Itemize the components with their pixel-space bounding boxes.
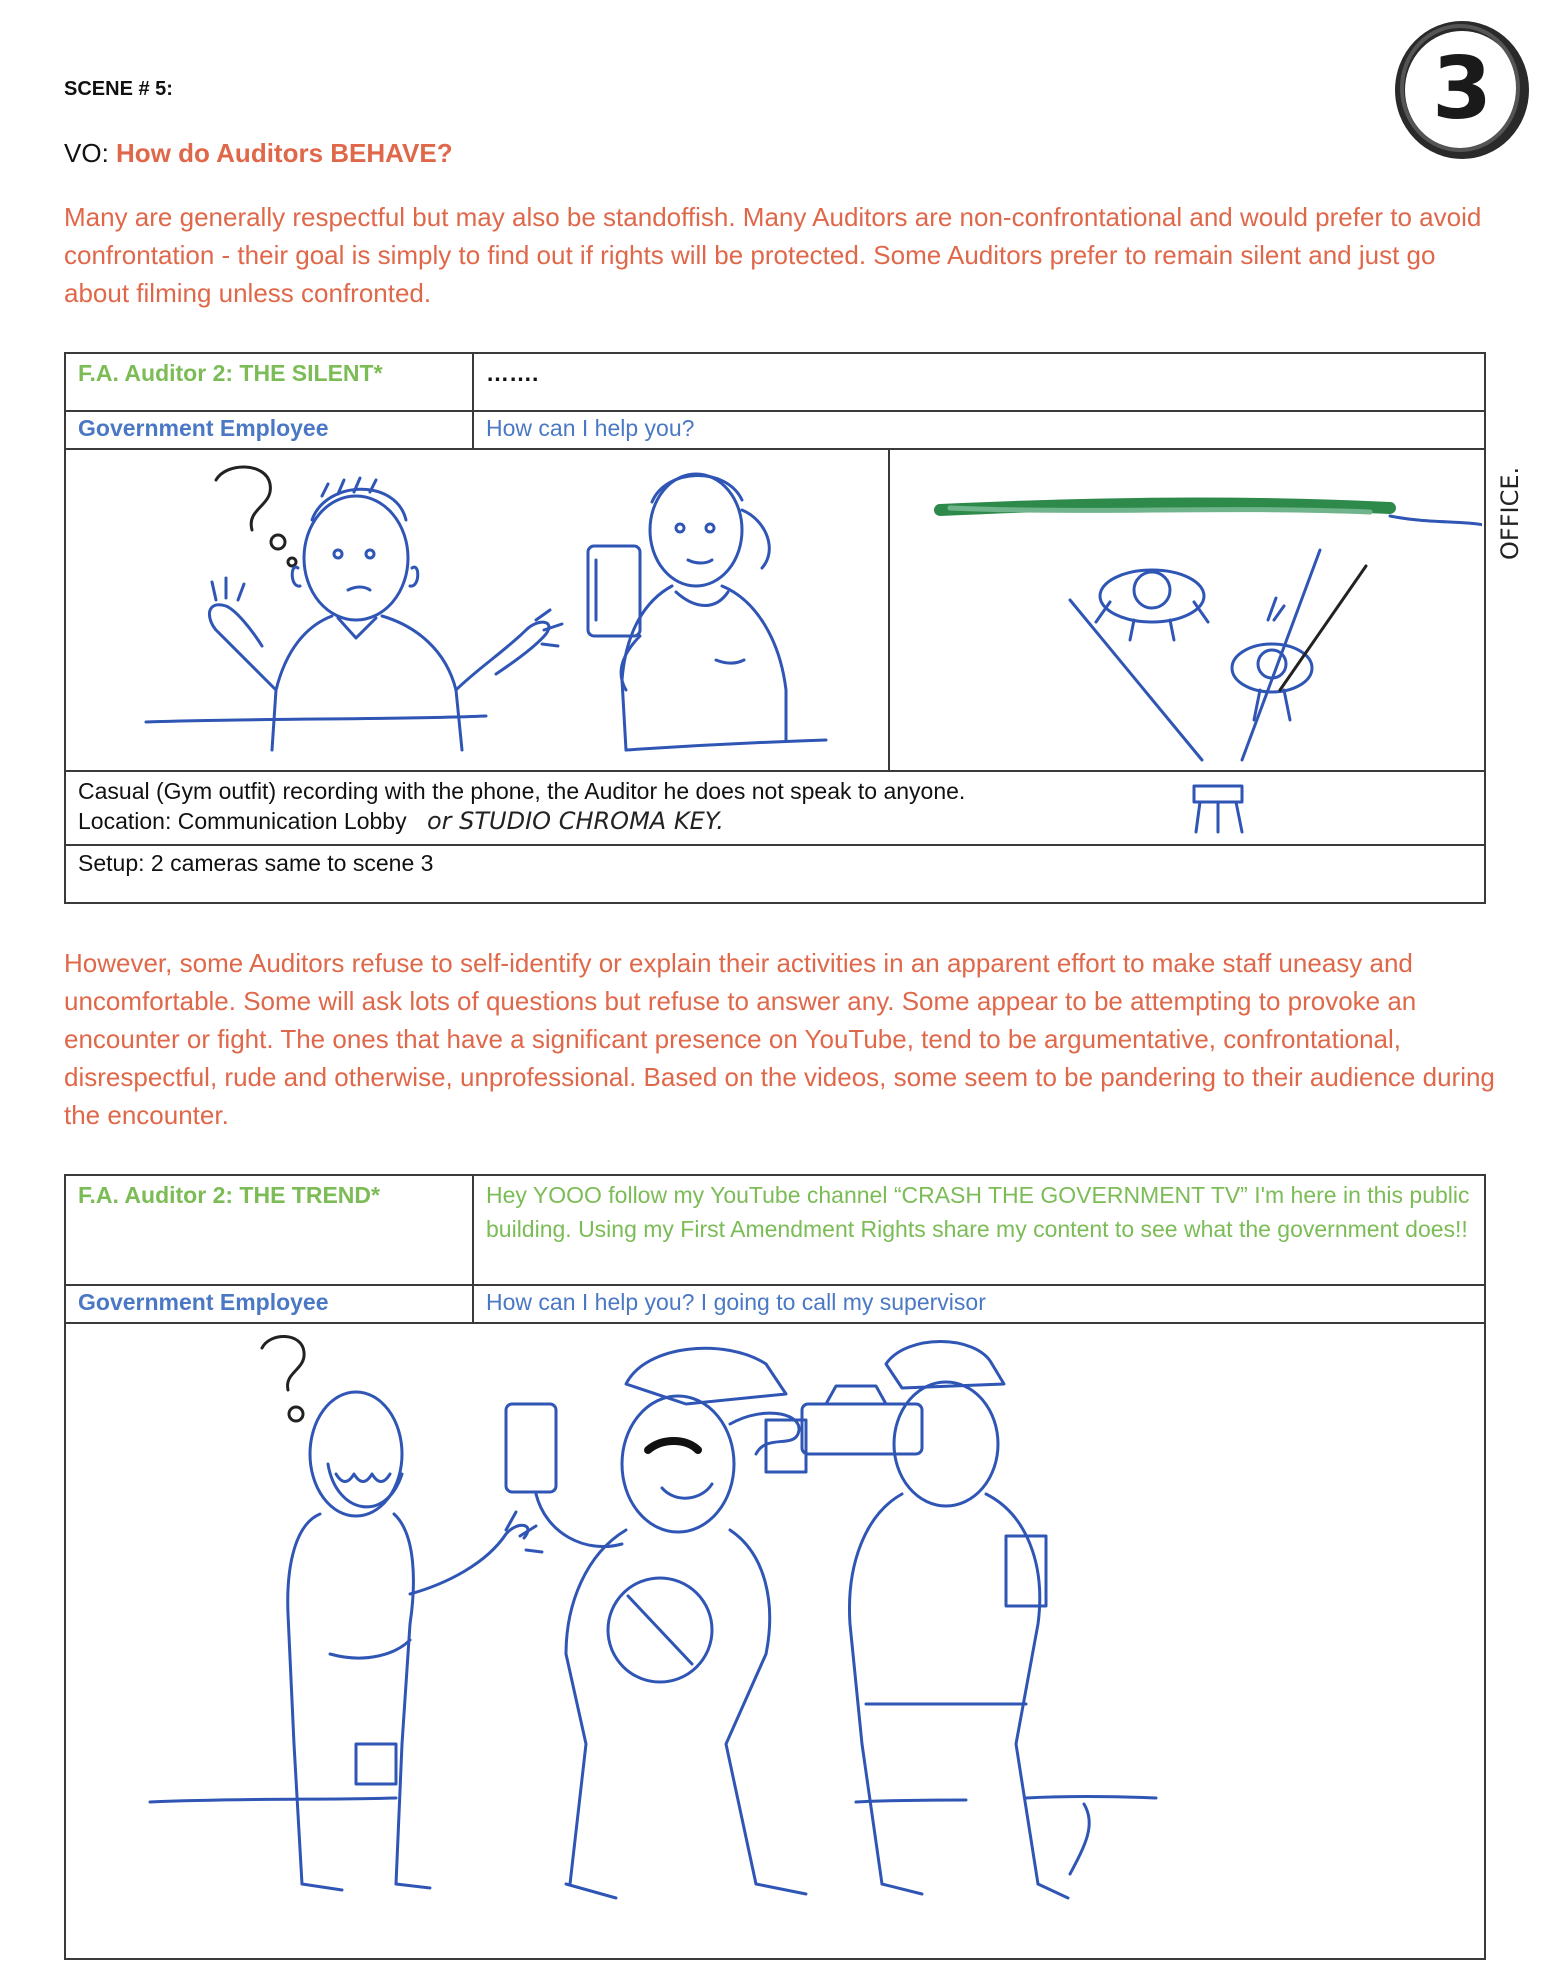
question-mark-icon	[262, 1336, 304, 1421]
narration-paragraph-1: Many are generally respectful but may also be standoffish. Many Auditors are non-confrontational and would prefer to avoid confrontation - their goal is simply to find out if rights will be protected. Some Auditors prefer to remain silent and just go about filming unless confronted.	[64, 202, 1482, 308]
location-handwritten-note: or STUDIO CHROMA KEY.	[426, 807, 724, 835]
storyboard-table-1	[64, 352, 1486, 904]
description-cell	[65, 771, 1485, 845]
question-mark-icon	[216, 467, 296, 566]
vo-question: How do Auditors BEHAVE?	[116, 138, 453, 168]
shot-description: Casual (Gym outfit) recording with the phone, the Auditor he does not speak to anyone.	[78, 778, 966, 804]
vo-label: VO:	[64, 138, 109, 168]
sheet-number: 3	[1432, 39, 1492, 139]
speaker-cell: Government Employee	[65, 411, 473, 449]
side-note-office: OFFICE.	[1496, 466, 1524, 560]
speaker-cell: Government Employee	[65, 1285, 473, 1323]
setup-row	[65, 845, 1485, 903]
storyboard-frame-3	[65, 1323, 1485, 1959]
storyboard-frames-row	[65, 1323, 1485, 1959]
dialogue-row-employee	[65, 1285, 1485, 1323]
sketch-employee-and-silent-auditor	[66, 450, 886, 764]
location-line	[78, 806, 1472, 836]
vo-line	[64, 138, 453, 169]
dialogue-cell: …….	[473, 353, 1485, 411]
scene-heading: SCENE # 5:	[64, 78, 173, 100]
speaker-cell: F.A. Auditor 2: THE TREND*	[65, 1175, 473, 1285]
storyboard-frame-1	[65, 449, 889, 771]
dialogue-cell: How can I help you? I going to call my supervisor	[473, 1285, 1485, 1323]
dialogue-row-employee	[65, 411, 1485, 449]
location-label: Location: Communication Lobby	[78, 808, 407, 834]
sketch-overhead-camera-diagram	[890, 450, 1482, 764]
storyboard-frames-row	[65, 449, 1485, 771]
dialogue-cell: How can I help you?	[473, 411, 1485, 449]
sketch-employee-trend-auditor-and-cameraman	[66, 1324, 1482, 1952]
narration-paragraph-2: However, some Auditors refuse to self-identify or explain their activities in an apparent effort to make staff uneasy and uncomfortable. Some will ask lots of questions but refuse to answer any. Some appear to be attempting to provoke an encounter or fight. The ones that have a significant presence on YouTube, tend to be argumentative, confrontational, disrespectful, rude and otherwise, unprofessional. Based on the videos, some seem to be pandering to their audience during the encounter.	[64, 948, 1495, 1130]
dialogue-cell: Hey YOOO follow my YouTube channel “CRASH THE GOVERNMENT TV” I'm here in this public building. Using my First Amendment Rights share my content to see what the government does!!	[473, 1175, 1485, 1285]
tripod-camera-icon	[1186, 778, 1256, 838]
sheet-number-badge	[1388, 14, 1536, 164]
dialogue-row-auditor	[65, 1175, 1485, 1285]
description-row	[65, 771, 1485, 845]
storyboard-table-2	[64, 1174, 1486, 1960]
setup-cell: Setup: 2 cameras same to scene 3	[65, 845, 1485, 903]
speaker-cell: F.A. Auditor 2: THE SILENT*	[65, 353, 473, 411]
storyboard-frame-2	[889, 449, 1485, 771]
dialogue-row-auditor	[65, 353, 1485, 411]
